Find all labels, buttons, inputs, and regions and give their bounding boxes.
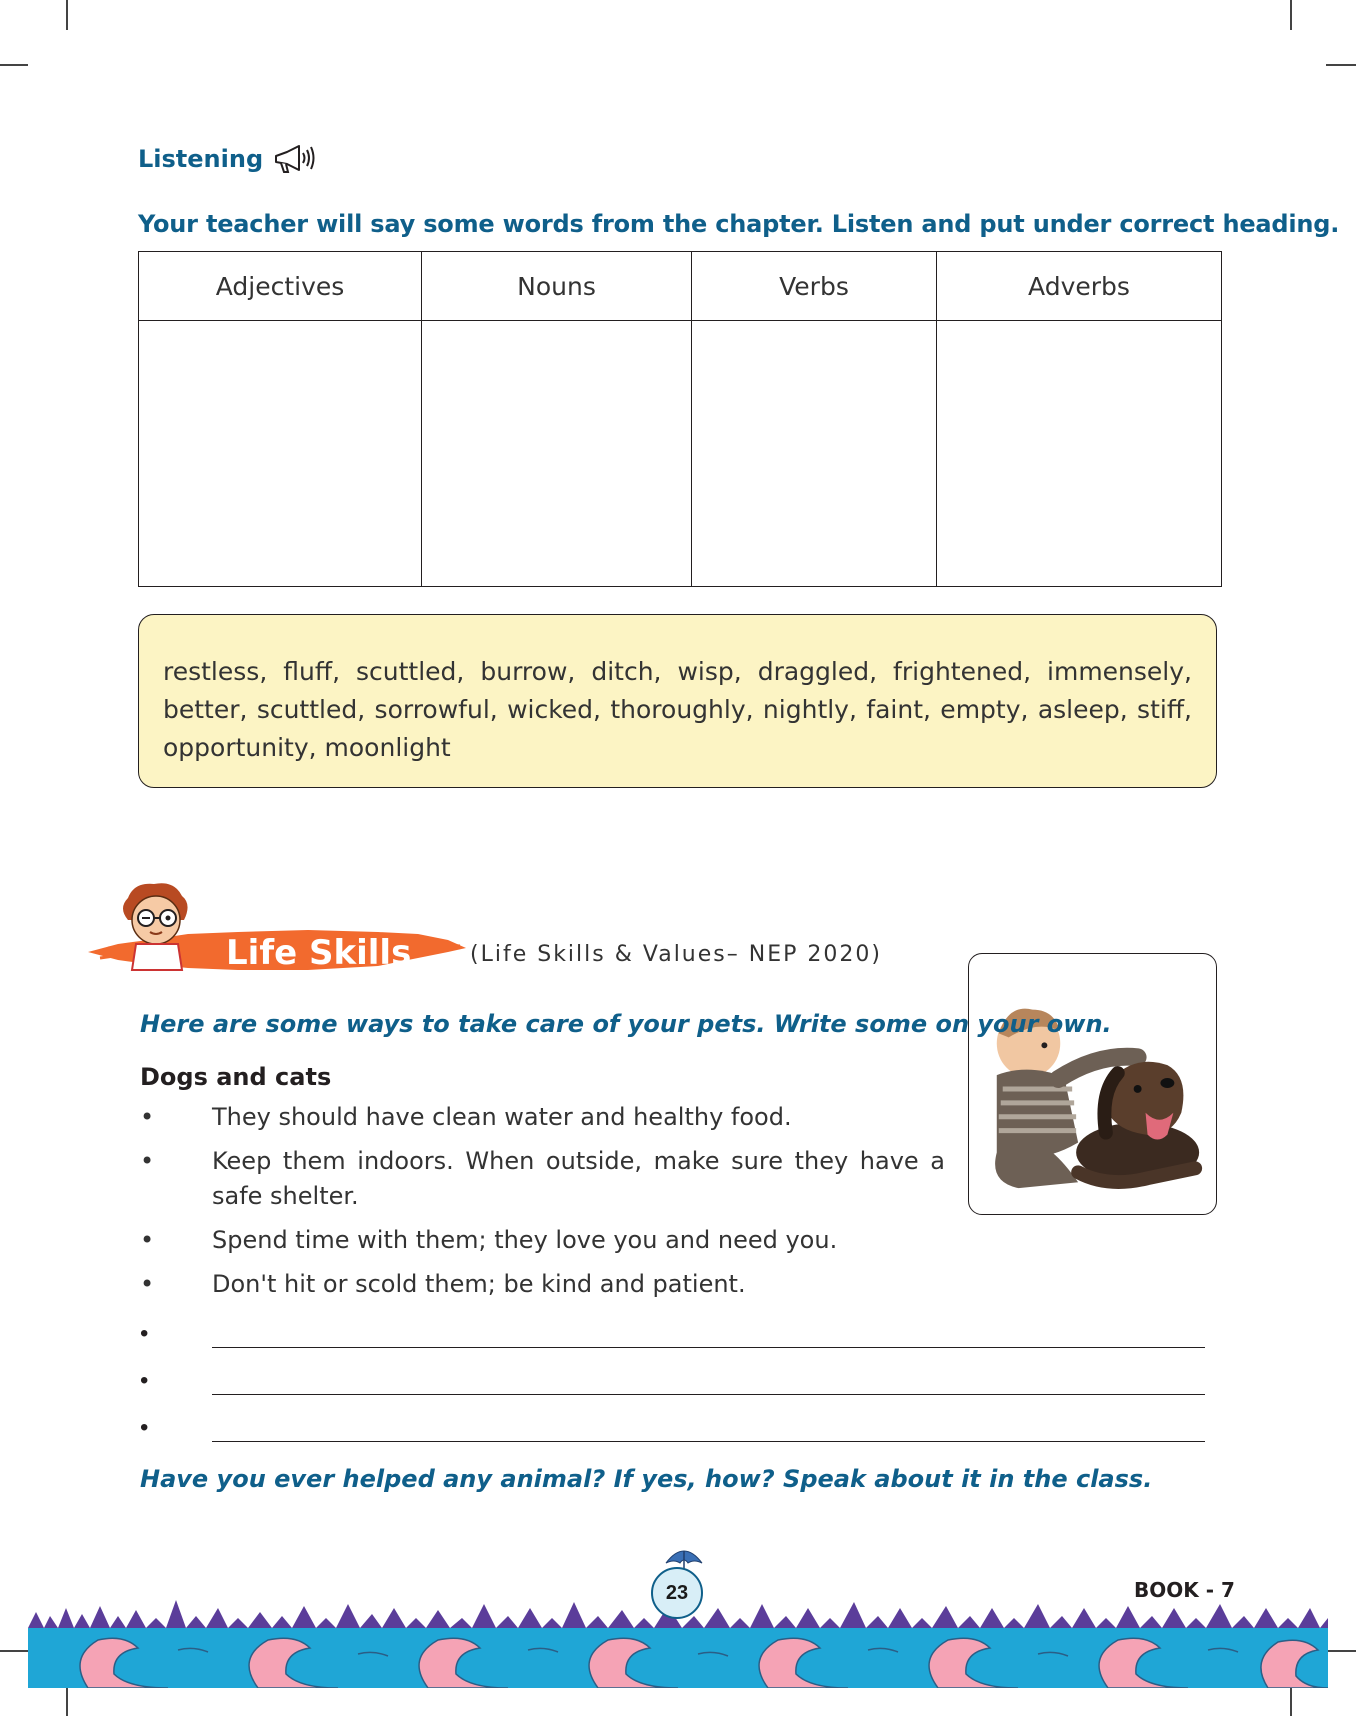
write-in-line[interactable] (140, 1414, 1205, 1444)
listening-instruction: Your teacher will say some words from the chapter. Listen and put under correct heading. (138, 210, 1340, 238)
listening-title: Listening (138, 145, 264, 173)
baby-with-dog-photo (968, 953, 1217, 1215)
column-header-adverbs: Adverbs (937, 252, 1222, 321)
pets-instruction: Here are some ways to take care of your pets. Write some on your own. (140, 1010, 1112, 1038)
crop-mark (0, 64, 28, 66)
word-sort-table (138, 251, 1222, 587)
list-item-text: Keep them indoors. When outside, make sure they have a safe shelter. (212, 1147, 945, 1210)
answer-cell-nouns[interactable] (422, 321, 692, 587)
column-header-nouns: Nouns (422, 252, 692, 321)
crop-mark (1326, 64, 1356, 66)
final-question: Have you ever helped any animal? If yes, how? Speak about it in the class. (140, 1465, 1153, 1493)
crop-mark (1290, 0, 1292, 30)
bullet-icon: • (140, 1414, 149, 1441)
bullet-icon: • (140, 1103, 155, 1131)
listening-heading (138, 144, 315, 174)
column-header-verbs: Verbs (692, 252, 937, 321)
crop-mark (66, 0, 68, 30)
list-item (140, 1223, 945, 1258)
list-item-text: Don't hit or scold them; be kind and patient. (212, 1270, 746, 1298)
bullet-icon: • (140, 1367, 149, 1394)
answer-line (212, 1394, 1205, 1395)
list-item-text: They should have clean water and healthy food. (212, 1103, 792, 1131)
bullet-icon: • (140, 1147, 155, 1175)
bullet-icon: • (140, 1226, 155, 1254)
life-skills-subtitle: (Life Skills & Values– NEP 2020) (470, 942, 882, 967)
crop-mark (66, 1686, 68, 1716)
write-in-line[interactable] (140, 1320, 1205, 1350)
page-number-badge: 23 (651, 1567, 703, 1619)
bullet-icon: • (140, 1320, 149, 1347)
crop-mark (1290, 1686, 1292, 1716)
word-list-box: restless, fluff, scuttled, burrow, ditch, wisp, draggled, frightened, immensely, better, scuttled, sorrowful, wicked, thoroughly, nightly, faint, empty, asleep, stiff, opportunity, moonlight (138, 614, 1217, 788)
crop-mark (0, 1650, 28, 1652)
answer-cell-verbs[interactable] (692, 321, 937, 587)
megaphone-icon (273, 144, 315, 174)
crop-mark (1326, 1650, 1356, 1652)
list-item (140, 1267, 945, 1302)
answer-line (212, 1441, 1205, 1442)
answer-line (212, 1347, 1205, 1348)
book-label: BOOK - 7 (1134, 1578, 1235, 1602)
bullet-icon: • (140, 1270, 155, 1298)
pet-care-list (140, 1100, 945, 1311)
column-header-adjectives: Adjectives (139, 252, 422, 321)
list-item (140, 1144, 945, 1214)
answer-cell-adjectives[interactable] (139, 321, 422, 587)
dogs-and-cats-heading: Dogs and cats (140, 1063, 332, 1091)
list-item (140, 1100, 945, 1135)
list-item-text: Spend time with them; they love you and need you. (212, 1226, 838, 1254)
answer-cell-adverbs[interactable] (937, 321, 1222, 587)
write-in-line[interactable] (140, 1367, 1205, 1397)
life-skills-title: Life Skills (226, 933, 412, 973)
